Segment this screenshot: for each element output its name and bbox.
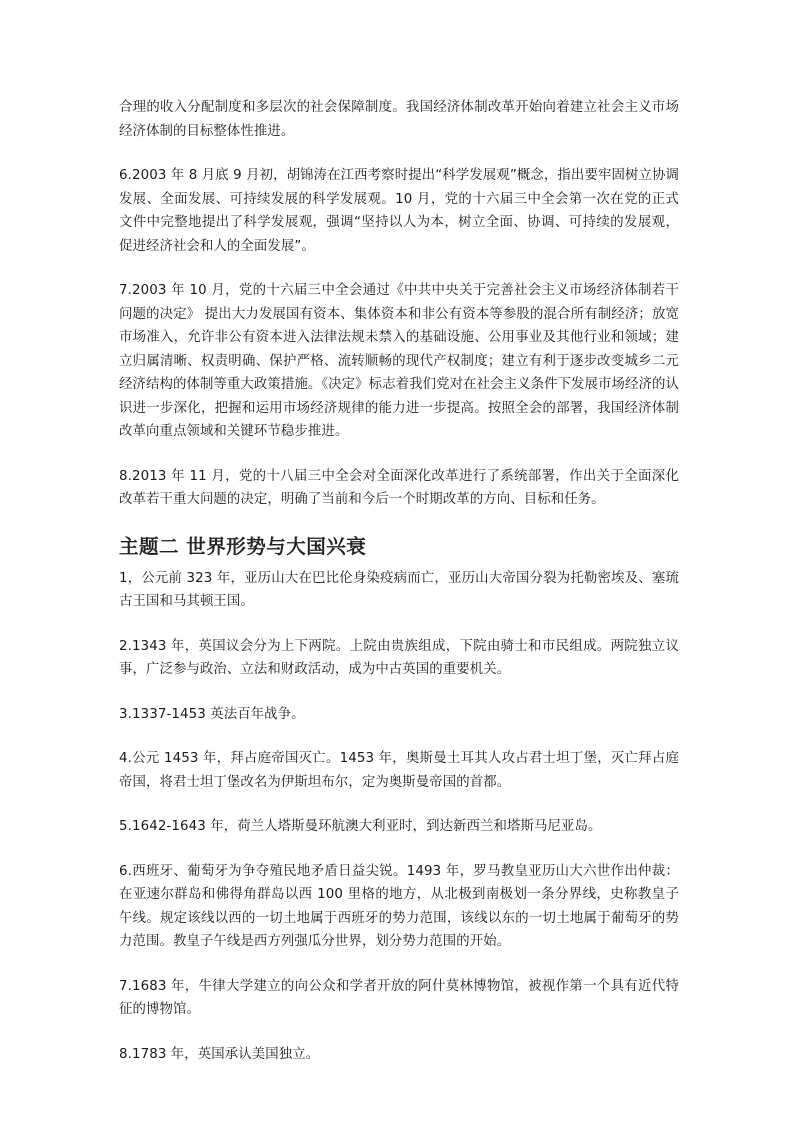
paragraph-6: 2.1343 年，英国议会分为上下两院。上院由贵族组成，下院由骑士和市民组成。两院独立议事，广泛参与政治、立法和财政活动，成为中古英国的重要机关。 <box>119 638 679 677</box>
document-page <box>119 96 679 1087</box>
section-heading: 主题二 世界形势与大国兴衰 <box>119 534 367 558</box>
paragraph-1: 合理的收入分配制度和多层次的社会保障制度。我国经济体制改革开始向着建立社会主义市场经济体制的目标整体性推进。 <box>119 100 679 139</box>
paragraph-4: 8.2013 年 11 月，党的十八届三中全会对全面深化改革进行了系统部署，作出关于全面深化改革若干重大问题的决定，明确了当前和今后一个时期改革的方向、目标和任务。 <box>119 468 679 507</box>
paragraph-9: 5.1642-1643 年，荷兰人塔斯曼环航澳大利亚时，到达新西兰和塔斯马尼亚岛。 <box>119 819 602 834</box>
paragraph-5: 1，公元前 323 年，亚历山大在巴比伦身染疫病而亡，亚历山大帝国分裂为托勒密埃及、塞琉古王国和马其顿王国。 <box>119 570 679 609</box>
paragraph-7: 3.1337-1453 英法百年战争。 <box>119 706 305 722</box>
paragraph-11: 7.1683 年，牛律大学建立的向公众和学者开放的阿什莫林博物馆，被视作第一个具有近代特征的博物馆。 <box>119 978 679 1017</box>
paragraph-3: 7.2003 年 10 月，党的十六届三中全会通过《中共中央关于完善社会主义市场经济体制若干问题的决定》 提出大力发展国有资本、集体资本和非公有资本等参股的混合所有制经济；放宽市场准入，允许非公有资本进入法律法规未禁入的基础设施、公用事业及其他行业和领域；建立归属清晰、权责明确、保护严格、流转顺畅的现代产权制度；建立有利于逐步改变城乡二元经济结构的体制等重大政策措施。《决定》标志着我们党对在社会主义条件下发展市场经济的认识进一步深化，把握和运用市场经济规律的能力进一步提高。按照全会的部署，我国经济体制改革向重点领域和关键环节稳步推进。 <box>119 283 679 439</box>
paragraph-10: 6.西班牙、葡萄牙为争夺殖民地矛盾日益尖锐。1493 年，罗马教皇亚历山大六世作出仲裁：在亚速尔群岛和佛得角群岛以西 100 里格的地方，从北极到南极划一条分界线，史称教皇子午线。规定该线以西的一切土地属于西班牙的势力范围，该线以东的一切土地属于葡萄牙的势力范围。教皇子午线是西方列强瓜分世界，划分势力范围的开始。 <box>119 863 679 949</box>
paragraph-8: 4.公元 1453 年，拜占庭帝国灭亡。1453 年，奥斯曼土耳其人攻占君士坦丁堡，灭亡拜占庭帝国，将君士坦丁堡改名为伊斯坦布尔，定为奥斯曼帝国的首都。 <box>119 751 679 790</box>
paragraph-12: 8.1783 年，英国承认美国独立。 <box>119 1046 320 1062</box>
paragraph-2: 6.2003 年 8 月底 9 月初，胡锦涛在江西考察时提出“科学发展观”概念，指出要牢固树立协调发展、全面发展、可持续发展的科学发展观。10 月，党的十六届三中全会第一次在党的正式文件中完整地提出了科学发展观，强调“坚持以人为本，树立全面、协调、可持续的发展观，促进经济社会和人的全面发展”。 <box>119 168 679 254</box>
